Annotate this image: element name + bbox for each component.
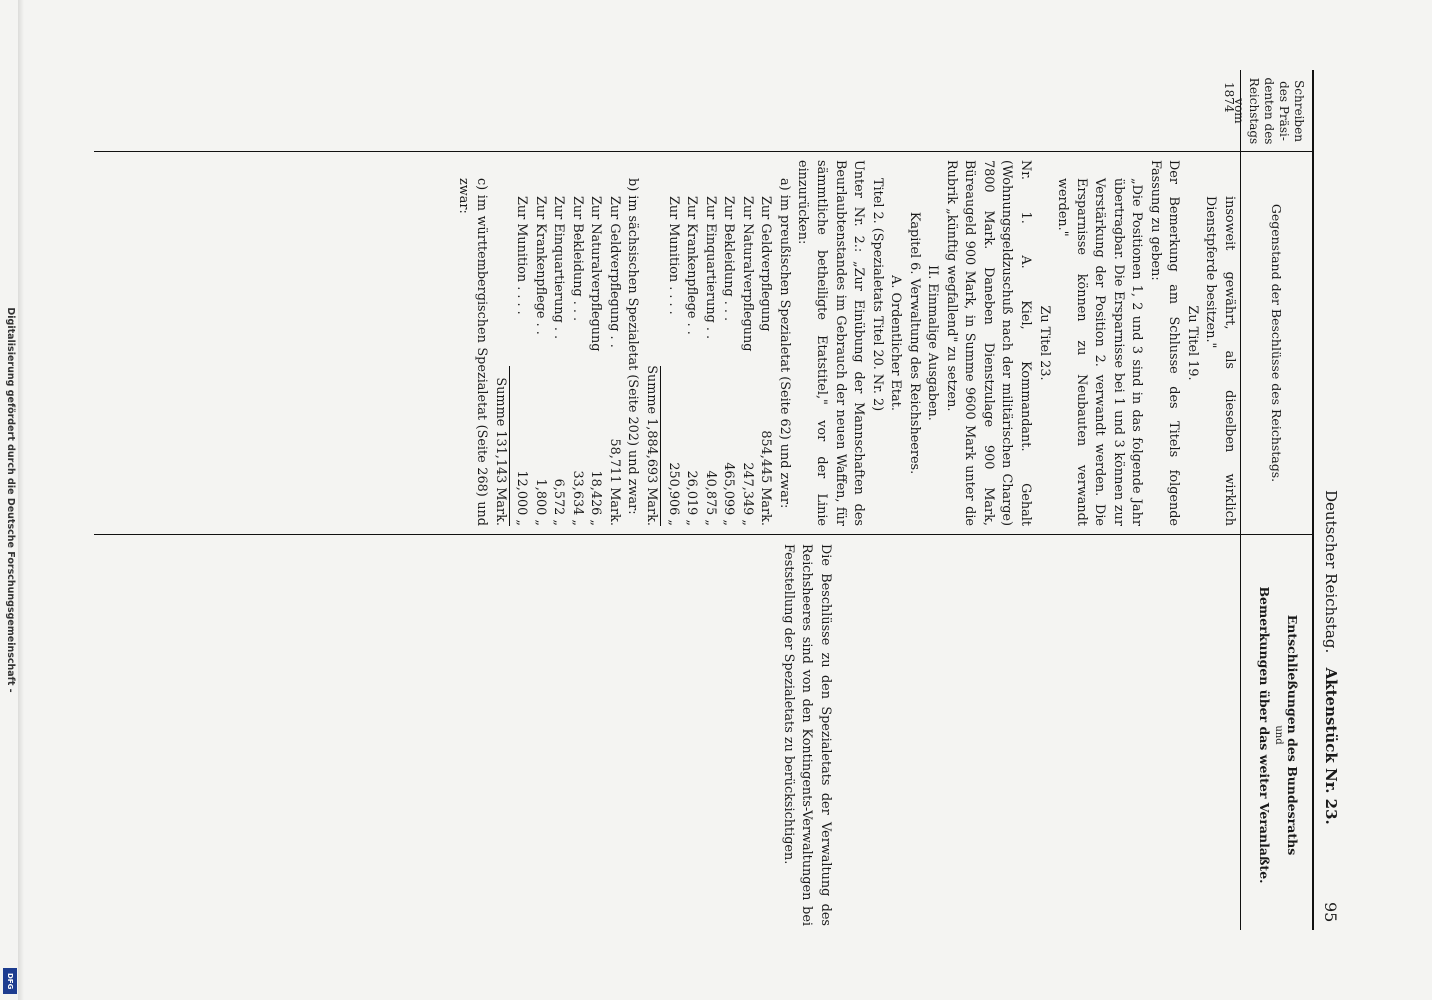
list-item: [719, 196, 738, 526]
list-item: [663, 196, 682, 526]
item-label: Zur Munition . . . .: [665, 196, 681, 315]
item-label: Zur Munition . . . .: [514, 196, 530, 315]
column-head-schreiben: [1230, 74, 1306, 148]
heading-titel-19: Zu Titel 19.: [1184, 305, 1200, 381]
paragraph-p4: Nr. 1. A. Kiel, Kommandant. Gehalt (Wohnungsgeldzuschuß nach der militärischen Charge) 7800 Mark. Daneben Dienstzulage 900 Mark, Büreaugeld 900 Mark, in Summe 9600 Mark unter die Rubrik „künftig wegfallend" zu setzen.: [943, 160, 1033, 526]
item-label: Zur Geldverpflegung . .: [606, 196, 622, 348]
column-head-entschliessungen: [1256, 540, 1300, 930]
paragraph-p5: Titel 2. (Spezialetats Titel 20. Nr. 2): [869, 178, 885, 412]
list-item: [756, 196, 775, 526]
col1-line: Schreiben: [1292, 80, 1306, 142]
list-item: [737, 196, 756, 526]
header-aktenstueck: Aktenstück Nr. 23.: [1322, 667, 1340, 825]
sum-rule: [509, 366, 510, 526]
sum-b: Summe 131,143 Mark.: [492, 377, 508, 526]
item-label: Zur Krankenpflege . .: [684, 196, 700, 335]
list-b: [490, 160, 623, 526]
list-item: [700, 196, 719, 526]
item-amount: 247,349 „: [739, 462, 755, 526]
col1-line: denten des: [1261, 77, 1276, 145]
col3-remark: Die Beschlüsse zu den Spezialetats der Verwaltung des Reichsheeres sind von den Kontingents-Verwaltungen bei Feststellung der Spezialetats zu berücksichtigen.: [780, 544, 833, 926]
list-item: [530, 196, 549, 526]
item-label: Zur Naturalverpflegung: [588, 196, 604, 352]
list-item: [682, 196, 701, 526]
item-amount: 26,019 „: [684, 470, 700, 526]
item-amount: 33,634 „: [569, 470, 585, 526]
item-label: Zur Bekleidung . . .: [569, 196, 585, 322]
heading-einmalige-ausgaben: II. Einmalige Ausgaben.: [925, 265, 941, 421]
column-divider-1: [94, 151, 1314, 152]
paragraph-p3: „Die Positionen 1, 2 und 3 sind in das folgende Jahr übertragbar. Die Ersparnisse bei 1 und 3 können zur Verstärkung der Position 2. verwandt werden. Die Ersparnisse können zu Neubauten verwandt werden.": [1055, 178, 1145, 526]
list-a: [642, 160, 775, 526]
heading-titel-23: Zu Titel 23.: [1036, 305, 1052, 381]
item-label: Zur Geldverpflegung: [758, 196, 774, 332]
header-title: Deutscher Reichstag.: [1322, 490, 1340, 654]
item-amount: 58,711 Mark.: [606, 438, 622, 526]
col2-body: [453, 160, 1238, 526]
scan-credit-strip: [2, 0, 18, 1000]
item-amount: 1,800 „: [532, 478, 548, 526]
list-item: [604, 196, 623, 526]
item-label: Zur Einquartierung . .: [702, 196, 718, 340]
col1-line: des Präsi-: [1276, 81, 1291, 141]
item-label: Zur Bekleidung . . .: [721, 196, 737, 322]
col3-line-3: Bemerkungen über das weiter Veranlaßte.: [1256, 586, 1272, 884]
list-item: [512, 196, 531, 526]
item-label: Zur Krankenpflege . .: [532, 196, 548, 335]
col3-line-2: und: [1273, 725, 1285, 745]
list-item: [586, 196, 605, 526]
item-amount: 854,445 Mark.: [758, 430, 774, 526]
list-item: [567, 196, 586, 526]
heading-kapitel-6: Kapitel 6. Verwaltung des Reichsheeres.: [906, 211, 922, 475]
heading-ordentlicher-etat: A. Ordentlicher Etat.: [888, 275, 904, 411]
column-head-gegenstand: Gegenstand der Beschlüsse des Reichstags.: [1269, 203, 1284, 483]
col1-line: Reichstags: [1246, 77, 1261, 145]
scan-sheet-edge: [18, 0, 24, 1000]
sum-a: Summe 1,884,693 Mark.: [644, 365, 660, 526]
paragraph-p6: Unter Nr. 2.: „Zur Einübung der Mannschaften des Beurlaubtenstandes im Gebrauch der neuen Waffen, für sämmtliche betheiligte Etatstitel," vor der Linie einzurücken:: [795, 160, 867, 526]
item-label: Zur Naturalverpflegung: [739, 196, 755, 352]
col1-line: vom: [1231, 98, 1246, 124]
item-amount: 465,099 „: [721, 462, 737, 526]
item-amount: 250,906 „: [665, 462, 681, 526]
item-label: Zur Einquartierung . .: [551, 196, 567, 340]
sum-rule: [660, 366, 661, 526]
list-item: [549, 196, 568, 526]
subsection-b-intro: b) im sächsischen Spezialetat (Seite 202) und zwar:: [625, 178, 641, 515]
running-header: [1322, 490, 1340, 910]
dfg-logo: DFG: [3, 968, 17, 994]
scan-credit-text: Digitalisierung gefördert durch die Deutsche Forschungsgemeinschaft -: [4, 307, 16, 693]
header-top-rule: [1312, 70, 1314, 930]
col3-line-1: Entschließungen des Bundesraths: [1285, 614, 1300, 856]
year-label: 1874: [1222, 82, 1236, 113]
page-number: 95: [1321, 902, 1340, 923]
item-amount: 18,426 „: [588, 470, 604, 526]
item-amount: 12,000 „: [514, 470, 530, 526]
paragraph-p1: insoweit gewährt, als dieselben wirklich Dienstpferde besitzen.": [1203, 196, 1237, 526]
subsection-c-intro: c) im württembergischen Spezialetat (Seite 268) und zwar:: [455, 178, 490, 526]
subsection-a-intro: a) im preußischen Spezialetat (Seite 62) und zwar:: [776, 178, 792, 509]
rotated-document-page: [86, 60, 1346, 940]
item-amount: 6,572 „: [551, 478, 567, 526]
header-bottom-rule: [1240, 70, 1241, 930]
column-divider-2: [94, 534, 1314, 535]
item-amount: 40,875 „: [702, 470, 718, 526]
paragraph-p2: Der Bemerkung am Schlusse des Titels folgende Fassung zu geben:: [1147, 160, 1182, 526]
